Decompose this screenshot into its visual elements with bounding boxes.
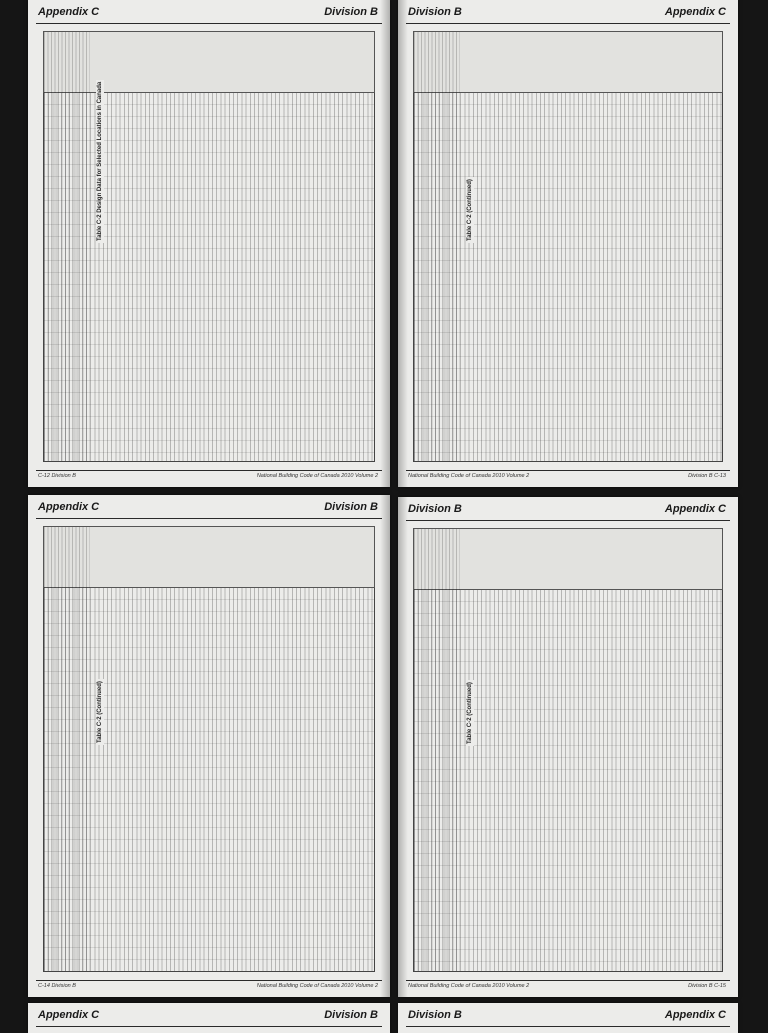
header-left: Division B [408,503,462,515]
page-footer [398,473,738,483]
page-partial-left [28,1003,390,1033]
page-header [28,6,390,22]
footer-rule [36,980,382,981]
binding-shadow [380,495,390,997]
table-column-header [44,32,374,92]
page-header [398,1009,738,1025]
footer-left: C-14 Division B [38,983,76,989]
page-footer [28,983,390,993]
design-data-table [414,529,722,971]
header-right: Division B [324,501,378,513]
header-left: Appendix C [38,6,100,18]
page-header [398,503,738,519]
header-rule [36,1026,382,1027]
page-header [398,6,738,22]
design-data-table [414,32,722,461]
header-rule [406,23,730,24]
table-caption: Table C-2 Design Data for Selected Locations in Canada [97,81,103,241]
header-rule [36,23,382,24]
location-column [44,527,90,971]
header-left: Appendix C [38,1009,100,1021]
header-right: Appendix C [664,1009,726,1021]
footer-rule [406,980,730,981]
page-c12 [28,0,390,487]
page-c15 [398,497,738,997]
footer-left: National Building Code of Canada 2010 Volume 2 [408,473,530,479]
page-c13 [398,0,738,487]
header-rule [406,1026,730,1027]
binding-shadow [380,0,390,487]
header-rule [406,520,730,521]
header-left: Appendix C [38,501,100,513]
header-right: Appendix C [664,6,726,18]
footer-right: Division B C-15 [688,983,726,989]
footer-right: National Building Code of Canada 2010 Volume 2 [256,473,378,479]
design-data-table [44,527,374,971]
binding-shadow [398,0,408,487]
header-right: Appendix C [664,503,726,515]
page-header [28,501,390,517]
table-column-header [414,32,722,92]
location-column [414,32,460,461]
table-caption: Table C-2 (Continued) [467,178,473,241]
page-footer [28,473,390,483]
footer-right: Division B C-13 [688,473,726,479]
footer-left: C-12 Division B [38,473,76,479]
table-column-header [44,527,374,587]
table-caption: Table C-2 (Continued) [97,681,103,743]
header-left: Division B [408,6,462,18]
header-right: Division B [324,1009,378,1021]
design-data-table [44,32,374,461]
table-column-header [414,529,722,589]
page-c14 [28,495,390,997]
footer-rule [406,470,730,471]
location-column [44,32,90,461]
page-partial-right [398,1003,738,1033]
footer-rule [36,470,382,471]
binding-shadow [398,497,408,997]
header-rule [36,518,382,519]
footer-left: National Building Code of Canada 2010 Volume 2 [408,983,530,989]
location-column [414,529,460,971]
header-right: Division B [324,6,378,18]
page-footer [398,983,738,993]
table-caption: Table C-2 (Continued) [467,682,473,744]
footer-right: National Building Code of Canada 2010 Volume 2 [256,983,378,989]
header-left: Division B [408,1009,462,1021]
page-header [28,1009,390,1025]
